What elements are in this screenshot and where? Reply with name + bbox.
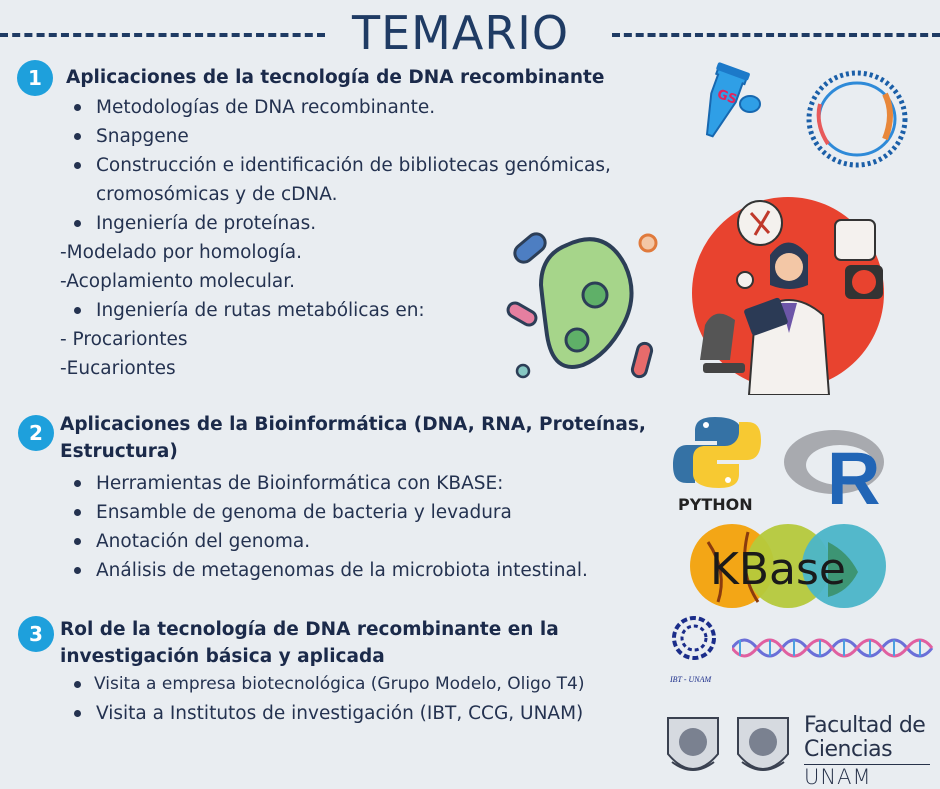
section-2-number-badge: 2 xyxy=(18,415,54,451)
ibt-logo-icon xyxy=(664,610,726,688)
plasmid-dna-icon xyxy=(800,64,915,174)
sub-item: - Procariontes xyxy=(60,329,188,350)
section-1-heading: Aplicaciones de la tecnología de DNA recombinante xyxy=(66,67,605,88)
section-3-heading-line2: investigación básica y aplicada xyxy=(60,646,385,667)
bacteria-cell-icon xyxy=(505,225,670,385)
r-logo-letter: R xyxy=(827,437,881,510)
list-item: Metodologías de DNA recombinante. xyxy=(60,93,611,122)
list-item: Snapgene xyxy=(60,122,611,151)
kbase-label: KBase xyxy=(710,544,846,595)
unam-crest-icon xyxy=(662,712,724,782)
dna-strand-icon xyxy=(732,628,938,668)
ciencias-crest-icon xyxy=(732,712,794,782)
section-3-number-badge: 3 xyxy=(18,616,54,652)
list-item: Visita a empresa biotecnológica (Grupo Modelo, Oligo T4) xyxy=(60,670,584,699)
facultad-line1: Facultad de xyxy=(804,713,926,738)
list-item: Ingeniería de rutas metabólicas en: xyxy=(60,296,611,325)
kbase-logo-icon xyxy=(688,522,888,610)
title-dash-right xyxy=(612,33,940,37)
sub-item: -Eucariontes xyxy=(60,358,176,379)
page-title: TEMARIO xyxy=(352,6,570,60)
list-item: Anotación del genoma. xyxy=(60,527,646,556)
section-3-block xyxy=(60,616,584,728)
list-item: Herramientas de Bioinformática con KBASE: xyxy=(60,469,646,498)
python-logo-icon xyxy=(672,415,762,490)
list-item: Visita a Institutos de investigación (IBT, CCG, UNAM) xyxy=(60,699,584,728)
section-2-heading-line1: Aplicaciones de la Bioinformática (DNA, RNA, Proteínas, xyxy=(60,414,646,435)
list-item: Análisis de metagenomas de la microbiota intestinal. xyxy=(60,556,646,585)
list-item: Construcción e identificación de bibliotecas genómicas, xyxy=(60,151,611,180)
python-label: PYTHON xyxy=(678,495,753,514)
facultad-wordmark xyxy=(804,714,930,789)
scientist-illustration xyxy=(685,195,895,395)
ibt-label: IBT - UNAM xyxy=(670,675,712,684)
title-bar xyxy=(0,0,940,70)
section-2-heading-line2: Estructura) xyxy=(60,441,178,462)
sub-item: -Acoplamiento molecular. xyxy=(60,271,296,292)
section-1-number-badge: 1 xyxy=(17,60,53,96)
eppendorf-tube-icon xyxy=(678,60,768,150)
facultad-line2: Ciencias xyxy=(804,737,893,762)
facultad-line3: UNAM xyxy=(804,765,872,789)
section-2-block xyxy=(60,411,646,585)
r-logo-icon xyxy=(782,420,897,510)
section-3-heading-line1: Rol de la tecnología de DNA recombinante en la xyxy=(60,619,559,640)
title-dash-left xyxy=(0,33,325,37)
tube-label: GS xyxy=(714,86,739,108)
list-item: Ensamble de genoma de bacteria y levadura xyxy=(60,498,646,527)
list-item: Ingeniería de proteínas. xyxy=(60,209,611,238)
list-item-continuation: cromosómicas y de cDNA. xyxy=(96,184,338,205)
sub-item: -Modelado por homología. xyxy=(60,242,302,263)
